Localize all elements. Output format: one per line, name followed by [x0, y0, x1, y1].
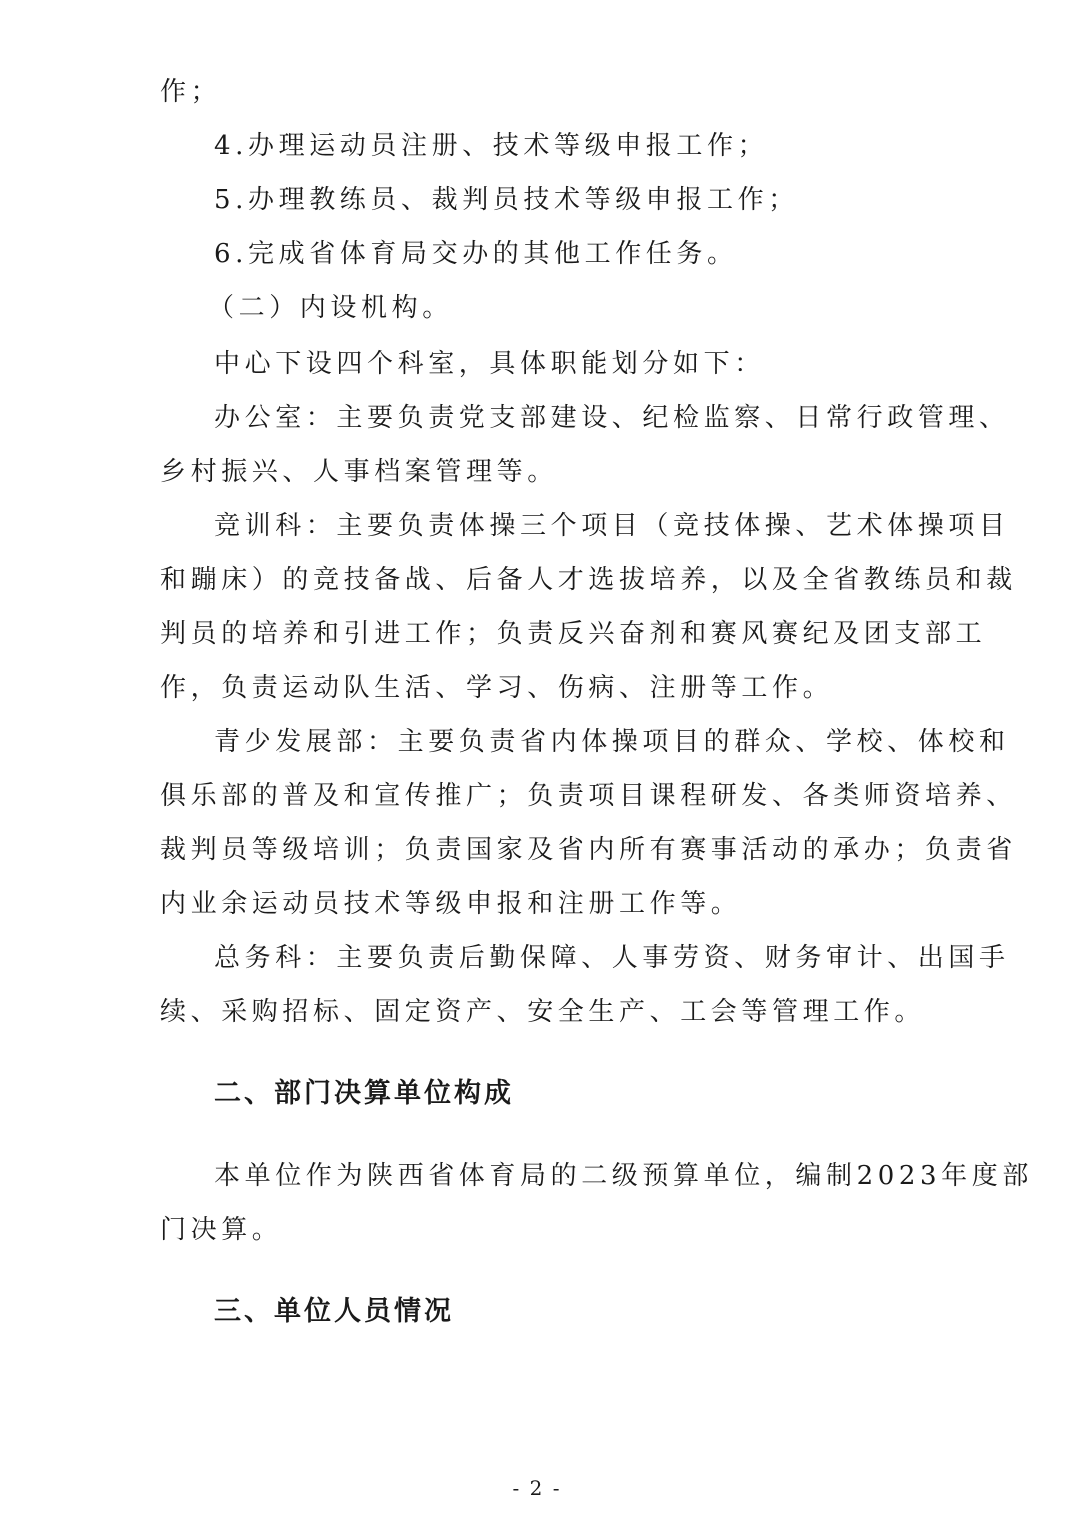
- paragraph-general-line-1: 总务科：主要负责后勤保障、人事劳资、财务审计、出国手: [214, 943, 1010, 973]
- paragraph-youth-line-1: 青少发展部：主要负责省内体操项目的群众、学校、体校和: [214, 727, 1010, 757]
- section-heading-3: 三、单位人员情况: [214, 1296, 454, 1327]
- section-heading-2: 二、部门决算单位构成: [214, 1078, 514, 1109]
- paragraph-general-line-2: 续、采购招标、固定资产、安全生产、工会等管理工作。: [160, 997, 926, 1027]
- list-item-5: 5.办理教练员、裁判员技术等级申报工作；: [214, 185, 799, 215]
- paragraph-youth-line-2: 俱乐部的普及和宣传推广；负责项目课程研发、各类师资培养、: [160, 781, 1017, 811]
- page-number: - 2 -: [512, 1476, 562, 1500]
- paragraph-training-line-3: 判员的培养和引进工作；负责反兴奋剂和赛风赛纪及团支部工: [160, 619, 987, 649]
- subsection-heading: （二）内设机构。: [208, 293, 453, 323]
- paragraph-unit-line-2: 门决算。: [160, 1215, 283, 1245]
- list-item-6: 6.完成省体育局交办的其他工作任务。: [214, 239, 738, 269]
- paragraph-training-line-2: 和蹦床）的竞技备战、后备人才选拔培养，以及全省教练员和裁: [160, 565, 1017, 595]
- paragraph-youth-line-3: 裁判员等级培训；负责国家及省内所有赛事活动的承办；负责省: [160, 835, 1017, 865]
- paragraph-youth-line-4: 内业余运动员技术等级申报和注册工作等。: [160, 889, 742, 919]
- paragraph-office-line-2: 乡村振兴、人事档案管理等。: [160, 457, 558, 487]
- paragraph-office-line-1: 办公室：主要负责党支部建设、纪检监察、日常行政管理、: [214, 403, 1010, 433]
- list-item-4: 4.办理运动员注册、技术等级申报工作；: [214, 131, 769, 161]
- paragraph-intro: 中心下设四个科室，具体职能划分如下：: [214, 349, 765, 379]
- paragraph-unit-line-1: 本单位作为陕西省体育局的二级预算单位，编制2023年度部: [214, 1161, 1033, 1191]
- text-line-continuation: 作；: [160, 77, 222, 107]
- paragraph-training-line-4: 作，负责运动队生活、学习、伤病、注册等工作。: [160, 673, 834, 703]
- paragraph-training-line-1: 竞训科：主要负责体操三个项目（竞技体操、艺术体操项目: [214, 511, 1010, 541]
